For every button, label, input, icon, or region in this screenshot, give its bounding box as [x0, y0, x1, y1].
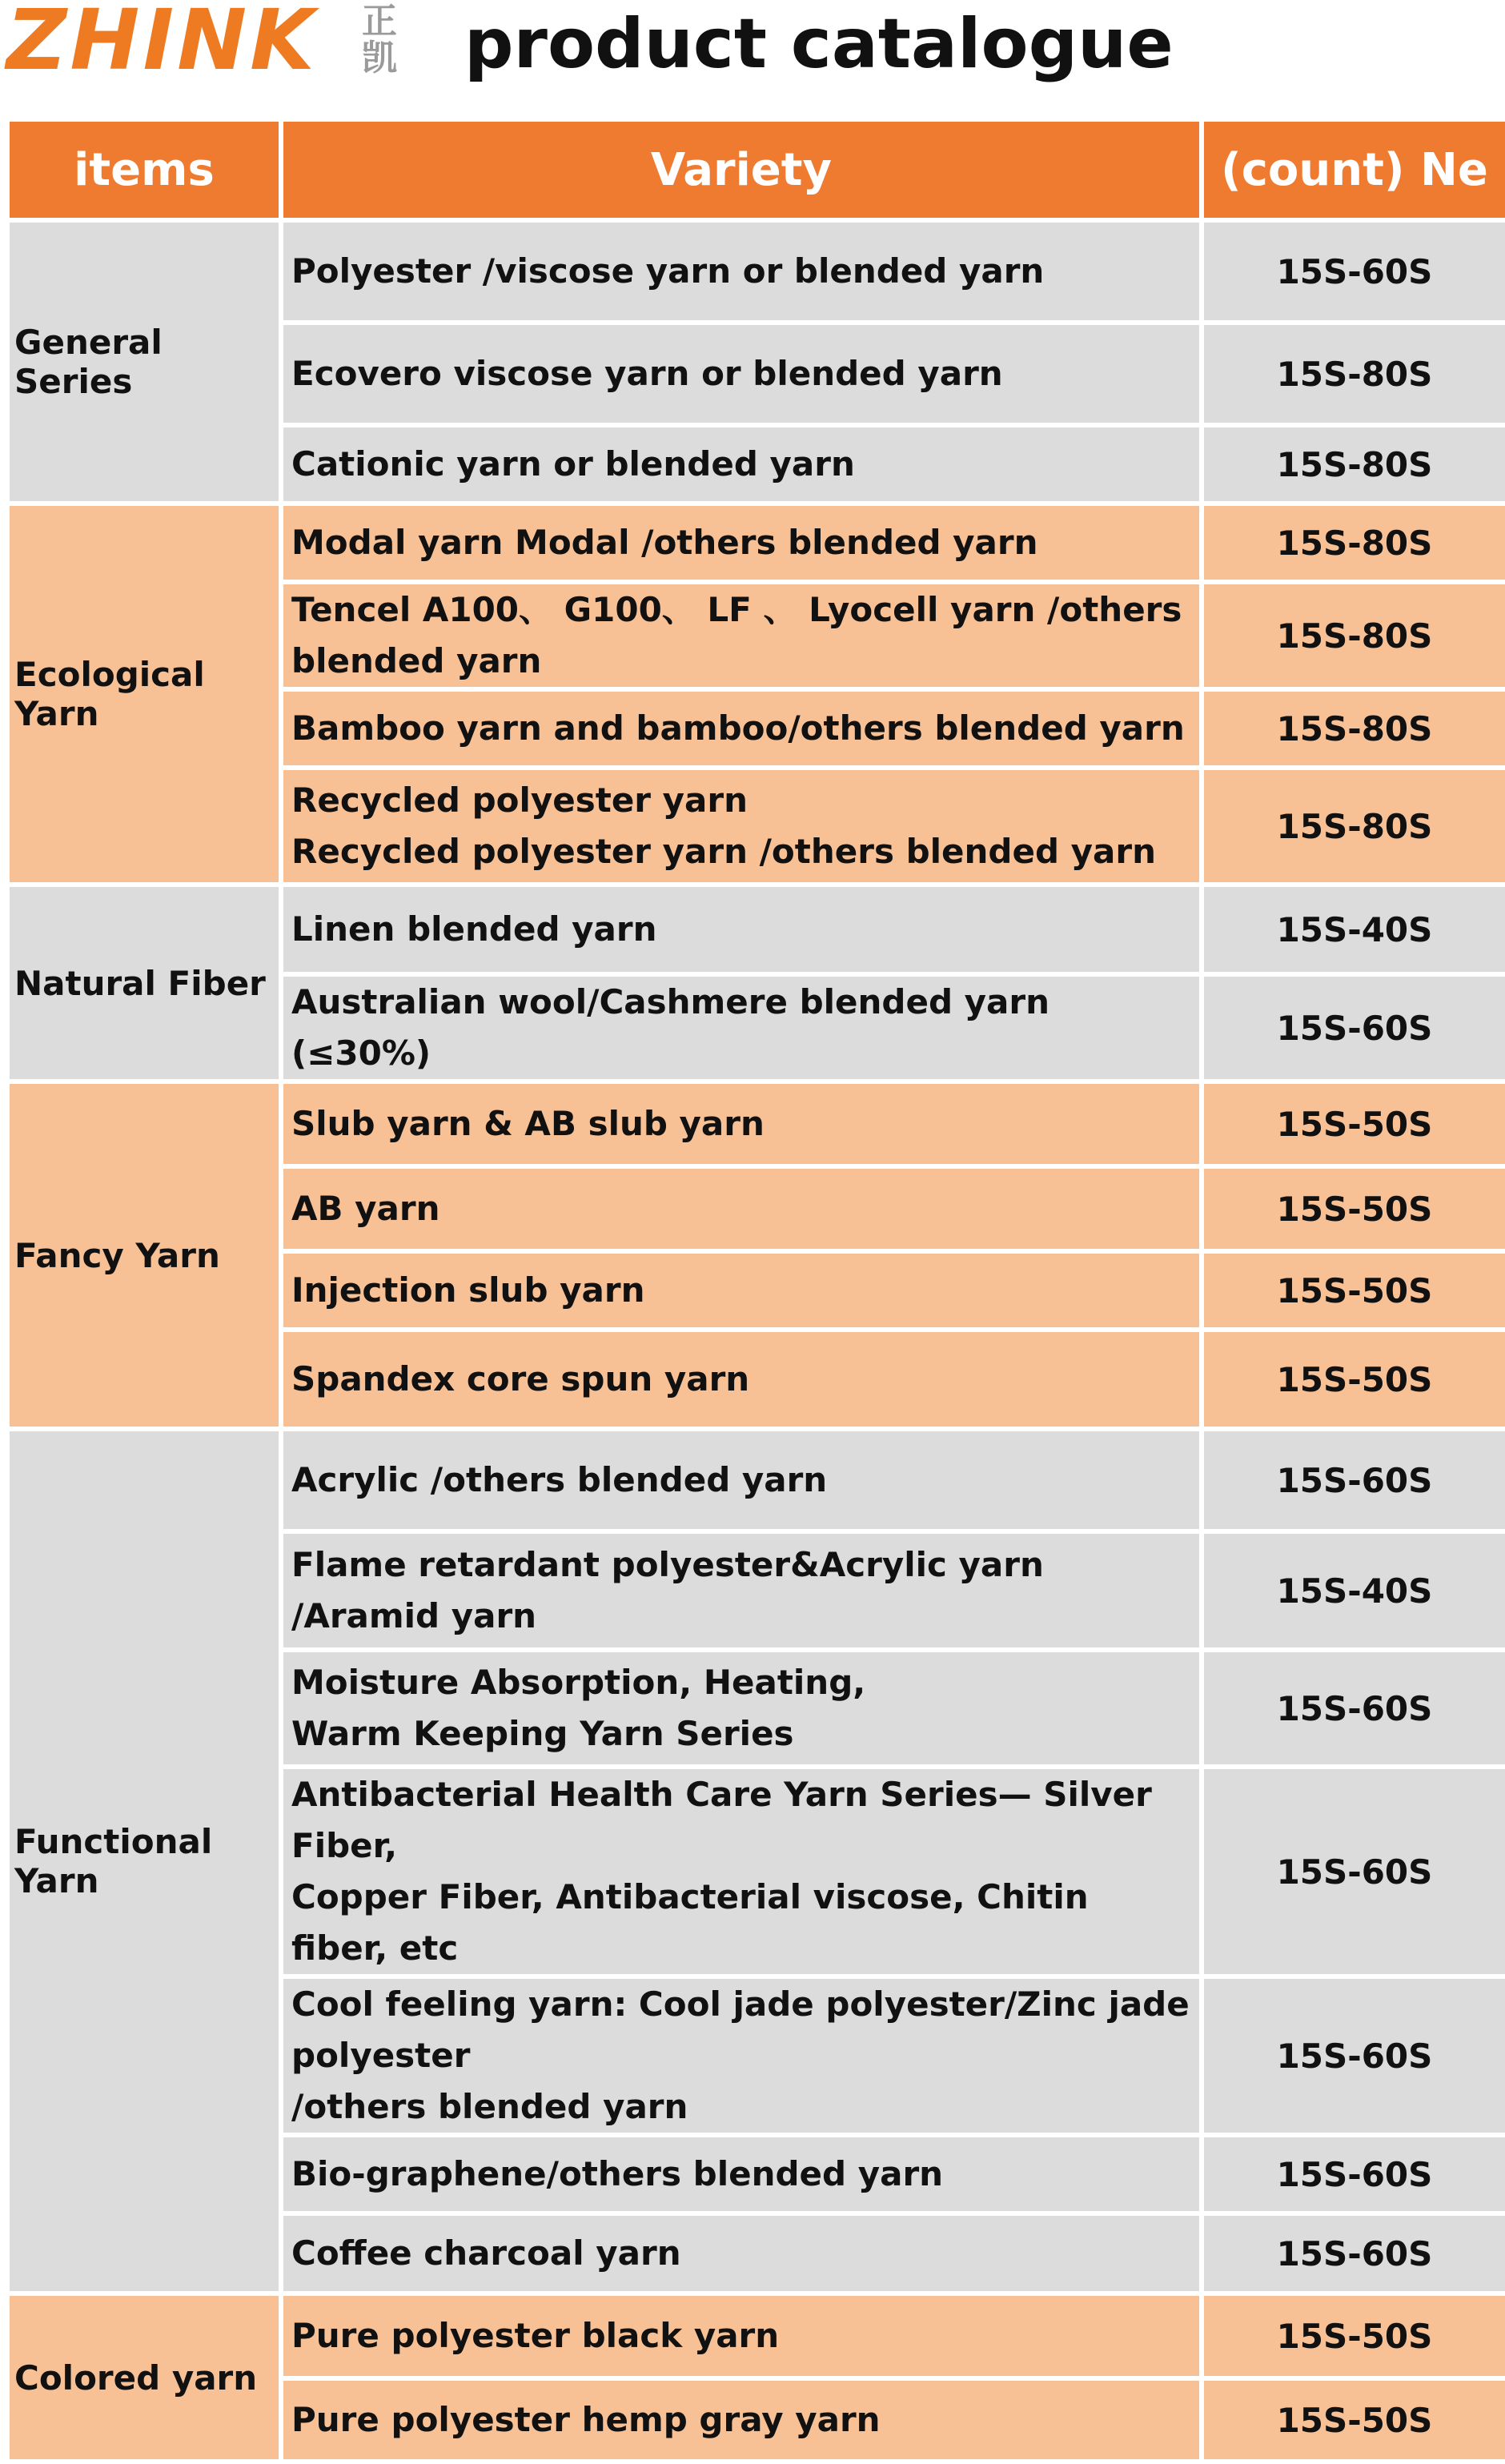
variety-cell	[281, 974, 1202, 1082]
variety-cell	[281, 1082, 1202, 1166]
variety-text: Flame retardant polyester&Acrylic yarn /Aramid yarn	[291, 1545, 1044, 1635]
variety-text: Australian wool/Cashmere blended yarn (≤30%)	[291, 982, 1049, 1073]
variety-text: Linen blended yarn	[291, 909, 657, 949]
variety-cell	[281, 1251, 1202, 1330]
logo-wordmark: ZHINK	[6, 0, 318, 89]
variety-cell	[281, 425, 1202, 504]
variety-cell	[281, 1976, 1202, 2135]
variety-cell	[281, 1531, 1202, 1650]
variety-text: Bio-graphene/others blended yarn	[291, 2154, 944, 2193]
variety-text: AB yarn	[291, 1189, 440, 1228]
variety-text: Polyester /viscose yarn or blended yarn	[291, 251, 1045, 291]
variety-cell	[281, 2378, 1202, 2462]
table-header-row	[7, 119, 1505, 220]
company-logo	[6, 0, 359, 89]
variety-cell	[281, 1767, 1202, 1976]
variety-text: Cool feeling yarn: Cool jade polyester/Zinc jade polyester	[291, 1984, 1190, 2075]
variety-text: Recycled polyester yarn /others blended yarn	[291, 832, 1157, 871]
count-cell: 15S-60S	[1202, 1429, 1505, 1531]
count-cell: 15S-50S	[1202, 2378, 1505, 2462]
count-cell: 15S-50S	[1202, 1330, 1505, 1429]
count-cell: 15S-50S	[1202, 1166, 1505, 1251]
count-cell: 15S-40S	[1202, 1531, 1505, 1650]
variety-text: Coffee charcoal yarn	[291, 2233, 681, 2273]
page-title: product catalogue	[464, 4, 1174, 84]
table-body	[7, 220, 1505, 2462]
variety-cell	[281, 2213, 1202, 2293]
variety-cell	[281, 885, 1202, 974]
table-row	[7, 2293, 1505, 2378]
column-header-items: items	[7, 119, 281, 220]
column-header-count: (count) Ne	[1202, 119, 1505, 220]
variety-cell	[281, 323, 1202, 425]
count-cell: 15S-50S	[1202, 2293, 1505, 2378]
count-cell: 15S-80S	[1202, 582, 1505, 689]
variety-cell	[281, 504, 1202, 582]
table-row	[7, 504, 1505, 582]
variety-text: Modal yarn Modal /others blended yarn	[291, 523, 1038, 562]
variety-text: Moisture Absorption, Heating,	[291, 1663, 866, 1702]
variety-text: Spandex core spun yarn	[291, 1359, 750, 1399]
variety-cell	[281, 1429, 1202, 1531]
variety-text: Bamboo yarn and bamboo/others blended yarn	[291, 708, 1185, 748]
count-cell: 15S-60S	[1202, 1650, 1505, 1767]
variety-cell	[281, 1166, 1202, 1251]
page-header	[0, 0, 1505, 112]
table-row	[7, 220, 1505, 323]
variety-cell	[281, 2135, 1202, 2213]
category-cell: Colored yarn	[7, 2293, 281, 2462]
count-cell: 15S-60S	[1202, 2135, 1505, 2213]
variety-text: Ecovero viscose yarn or blended yarn	[291, 354, 1003, 393]
product-catalogue-table	[5, 117, 1505, 2464]
variety-cell	[281, 1330, 1202, 1429]
variety-text: Acrylic /others blended yarn	[291, 1460, 828, 1499]
logo-chinese-characters: 正凯	[362, 1, 397, 78]
variety-cell	[281, 582, 1202, 689]
variety-cell	[281, 2293, 1202, 2378]
variety-text: Pure polyester black yarn	[291, 2316, 780, 2355]
category-cell: General Series	[7, 220, 281, 504]
count-cell: 15S-60S	[1202, 1976, 1505, 2135]
variety-text: Slub yarn & AB slub yarn	[291, 1104, 765, 1143]
variety-cell	[281, 220, 1202, 323]
variety-text: /others blended yarn	[291, 2087, 688, 2126]
variety-text: Copper Fiber, Antibacterial viscose, Chitin fiber, etc	[291, 1877, 1089, 1968]
variety-text: Pure polyester hemp gray yarn	[291, 2400, 881, 2439]
count-cell: 15S-80S	[1202, 689, 1505, 768]
variety-cell	[281, 689, 1202, 768]
category-cell: Functional Yarn	[7, 1429, 281, 2293]
table-row	[7, 885, 1505, 974]
column-header-variety: Variety	[281, 119, 1202, 220]
count-cell: 15S-80S	[1202, 504, 1505, 582]
category-cell: Ecological Yarn	[7, 504, 281, 885]
count-cell: 15S-50S	[1202, 1082, 1505, 1166]
count-cell: 15S-80S	[1202, 323, 1505, 425]
category-cell: Natural Fiber	[7, 885, 281, 1082]
variety-text: Warm Keeping Yarn Series	[291, 1714, 794, 1753]
count-cell: 15S-60S	[1202, 220, 1505, 323]
count-cell: 15S-80S	[1202, 425, 1505, 504]
variety-text: Injection slub yarn	[291, 1270, 645, 1310]
variety-text: Tencel A100、 G100、 LF 、 Lyocell yarn /others blended yarn	[291, 590, 1182, 680]
category-cell: Fancy Yarn	[7, 1082, 281, 1429]
table-row	[7, 1429, 1505, 1531]
variety-cell	[281, 1650, 1202, 1767]
variety-cell	[281, 768, 1202, 885]
count-cell: 15S-80S	[1202, 768, 1505, 885]
count-cell: 15S-60S	[1202, 974, 1505, 1082]
table-row	[7, 1082, 1505, 1166]
count-cell: 15S-60S	[1202, 1767, 1505, 1976]
variety-text: Cationic yarn or blended yarn	[291, 444, 855, 484]
count-cell: 15S-60S	[1202, 2213, 1505, 2293]
count-cell: 15S-50S	[1202, 1251, 1505, 1330]
count-cell: 15S-40S	[1202, 885, 1505, 974]
variety-text: Antibacterial Health Care Yarn Series— Silver Fiber,	[291, 1775, 1152, 1865]
variety-text: Recycled polyester yarn	[291, 781, 748, 820]
